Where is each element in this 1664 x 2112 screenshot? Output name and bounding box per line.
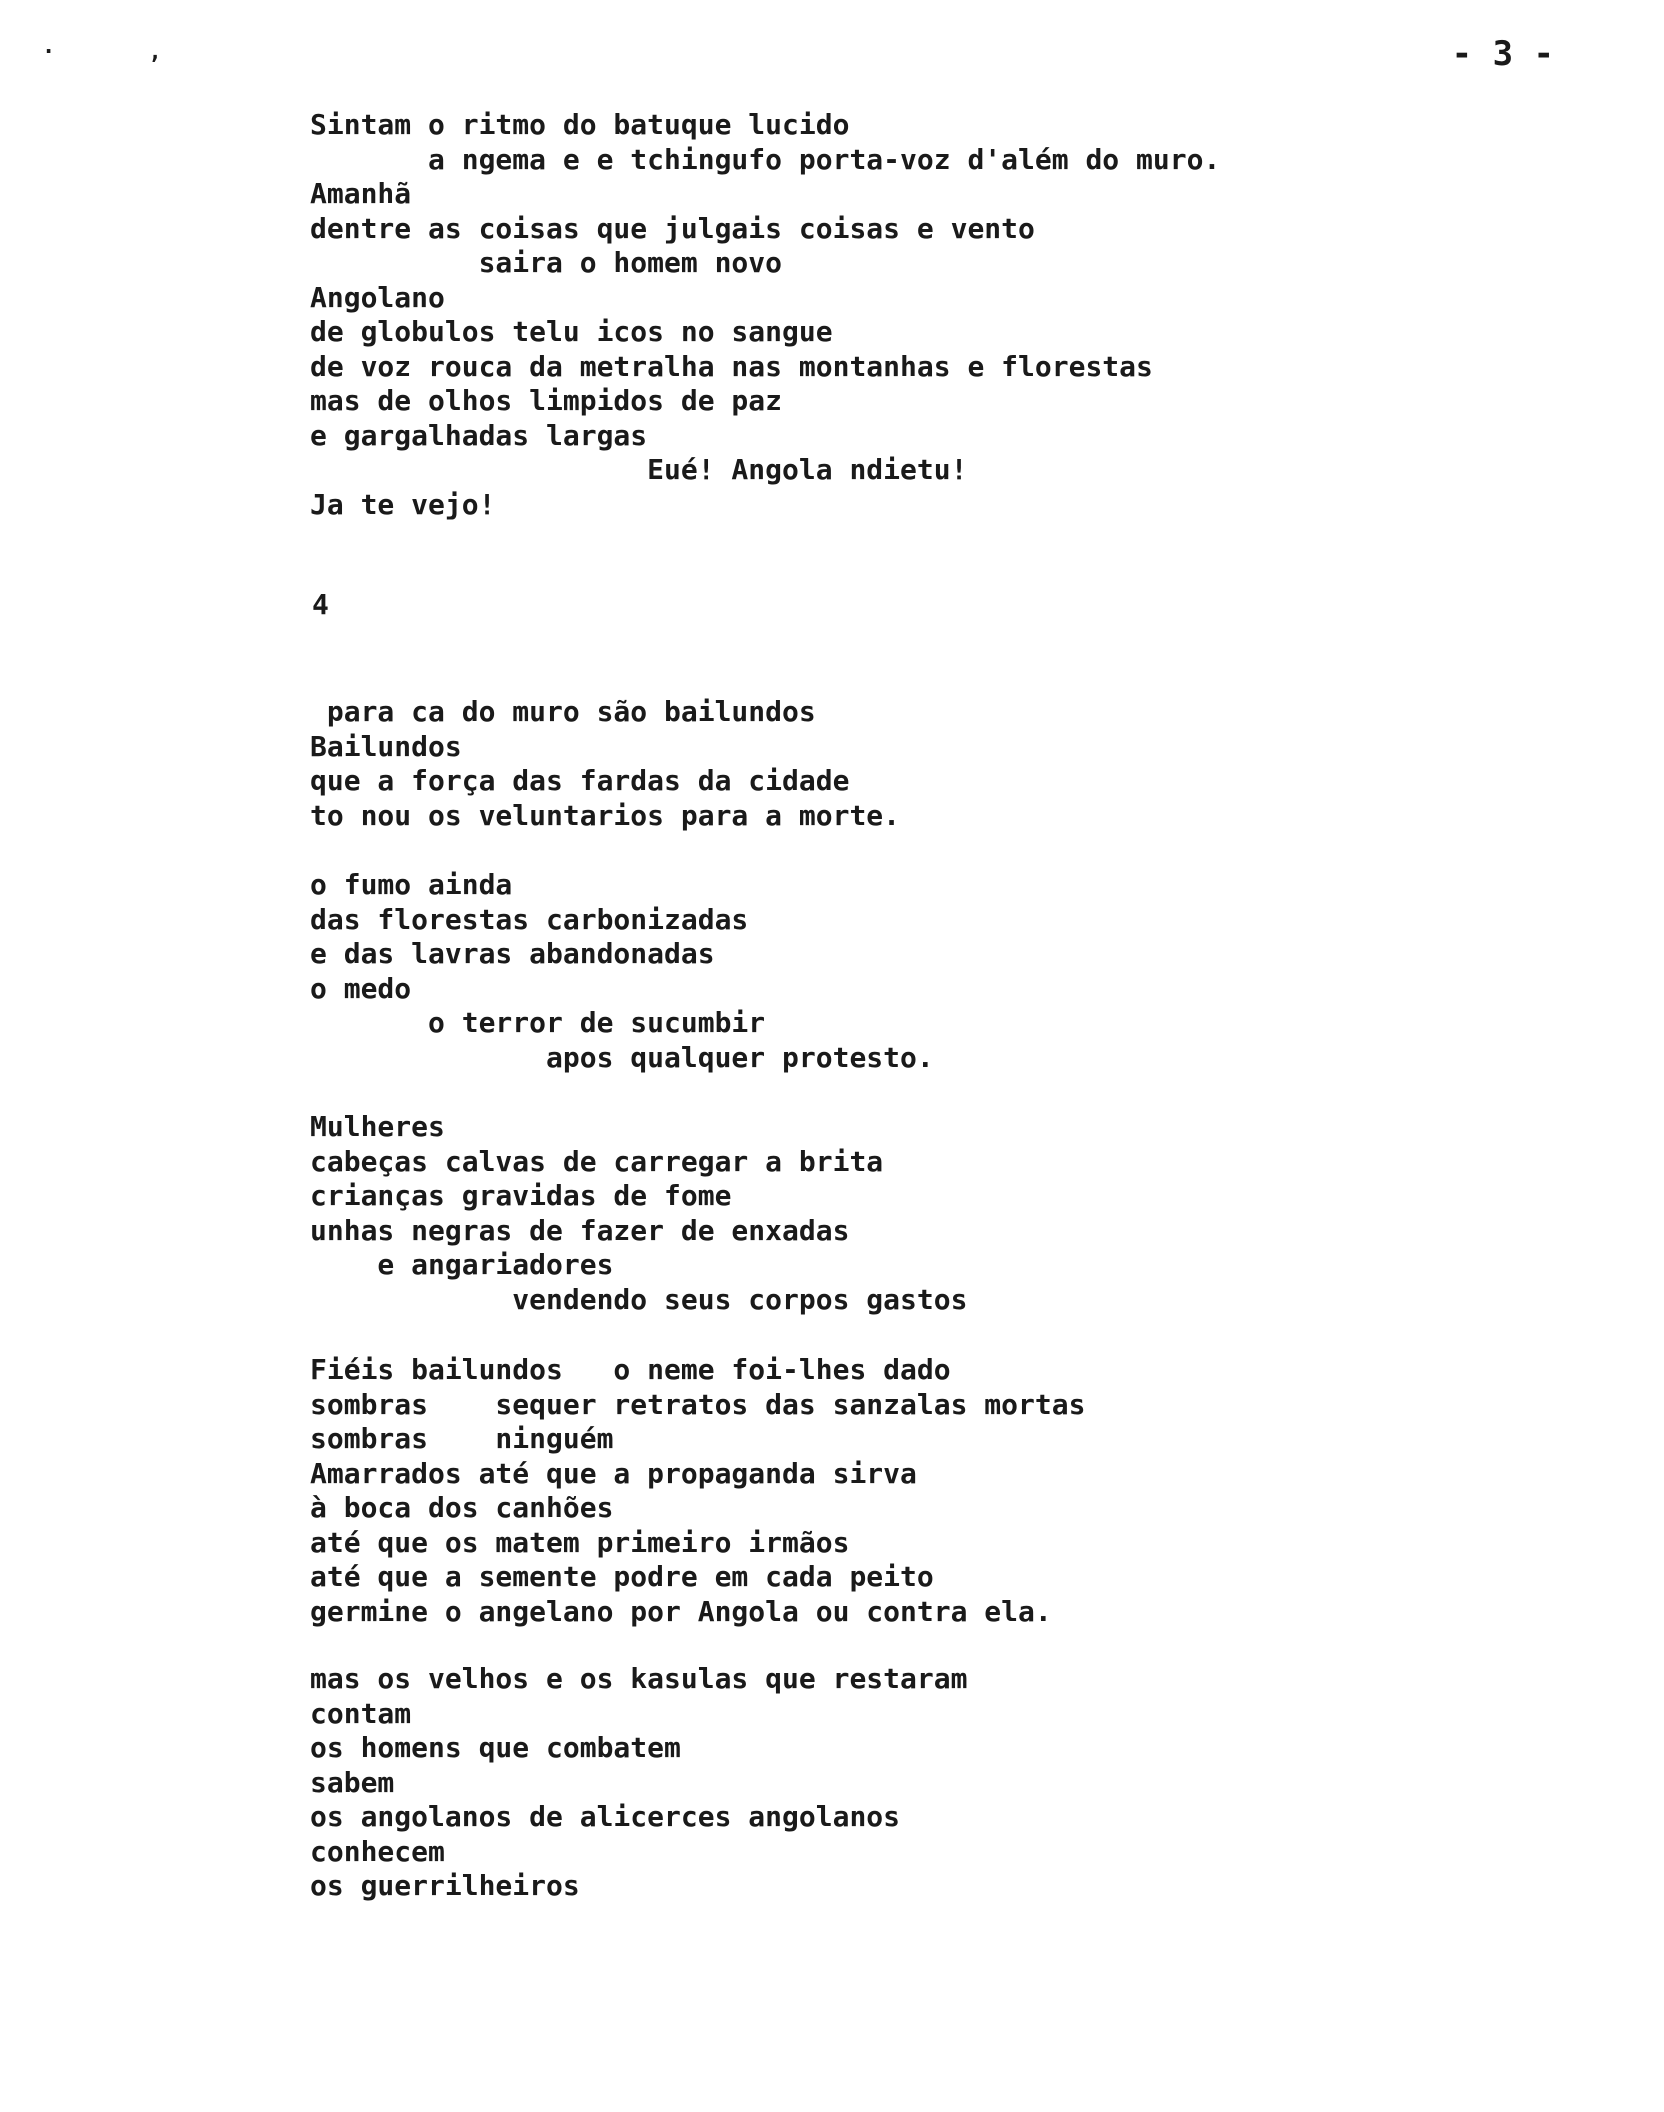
stanza-fumo (310, 868, 1510, 1075)
poem-line: sombras ninguém (310, 1422, 614, 1455)
poem-line: Sintam o ritmo do batuque lucido (310, 108, 850, 141)
poem-line: Amarrados até que a propaganda sirva (310, 1456, 917, 1490)
poem-line: Eué! Angola ndietu! (310, 453, 968, 486)
corner-marks: · , (42, 40, 202, 65)
poem-line: das florestas carbonizadas (310, 902, 749, 936)
stanza-mulheres (310, 1110, 1510, 1317)
poem-line: que a força das fardas da cidade (310, 764, 850, 797)
poem-line: de globulos telu icos no sangue (310, 315, 833, 348)
poem-line: sombras sequer retratos das sanzalas mortas (310, 1387, 1086, 1421)
poem-line: o fumo ainda (310, 868, 513, 901)
poem-line: apos qualquer protesto. (310, 1040, 934, 1074)
poem-line: à boca dos canhões (310, 1491, 614, 1524)
poem-line: conhecem (310, 1834, 445, 1868)
poem-line: Angolano (310, 280, 445, 314)
stanza-fieis (310, 1353, 1510, 1629)
poem-line: a ngema e e tchingufo porta-voz d'além do muro. (310, 142, 1221, 176)
poem-line: os angolanos de alicerces angolanos (310, 1800, 901, 1833)
section-number: 4 (312, 588, 329, 621)
poem-line: cabeças calvas de carregar a brita (310, 1144, 884, 1178)
poem-line: Bailundos (310, 729, 462, 763)
poem-line: germine o angelano por Angola ou contra ela. (310, 1594, 1052, 1628)
poem-line: dentre as coisas que julgais coisas e vento (310, 211, 1035, 245)
poem-line: até que a semente podre em cada peito (310, 1560, 934, 1593)
stanza-intro (310, 108, 1510, 522)
page-number: - 3 - (1451, 34, 1554, 74)
stanza-velhos (310, 1662, 1510, 1904)
poem-line: saira o homem novo (310, 246, 783, 279)
poem-line: até que os matem primeiro irmãos (310, 1525, 850, 1559)
poem-line: de voz rouca da metralha nas montanhas e florestas (310, 349, 1153, 383)
poem-line: e gargalhadas largas (310, 418, 648, 452)
poem-line: Fiéis bailundos o neme foi-lhes dado (310, 1353, 951, 1386)
poem-line: e das lavras abandonadas (310, 937, 715, 970)
poem-line: unhas negras de fazer de enxadas (310, 1213, 850, 1247)
poem-line: crianças gravidas de fome (310, 1179, 732, 1212)
poem-line: mas de olhos limpidos de paz (310, 384, 783, 417)
poem-line: o terror de sucumbir (310, 1006, 766, 1039)
poem-line: to nou os veluntarios para a morte. (310, 798, 901, 832)
poem-line: o medo (310, 971, 412, 1005)
poem-line: vendendo seus corpos gastos (310, 1282, 968, 1316)
poem-line: Mulheres (310, 1110, 445, 1143)
poem-line: sabem (310, 1765, 395, 1799)
poem-line: contam (310, 1696, 412, 1730)
poem-line: e angariadores (310, 1248, 614, 1281)
poem-line: Amanhã (310, 177, 412, 210)
stanza-bailundos (310, 695, 1510, 833)
poem-line: os homens que combatem (310, 1731, 681, 1764)
poem-line: Ja te vejo! (310, 487, 496, 521)
poem-line: os guerrilheiros (310, 1869, 580, 1902)
poem-line: para ca do muro são bailundos (310, 695, 816, 728)
poem-line: mas os velhos e os kasulas que restaram (310, 1662, 968, 1695)
